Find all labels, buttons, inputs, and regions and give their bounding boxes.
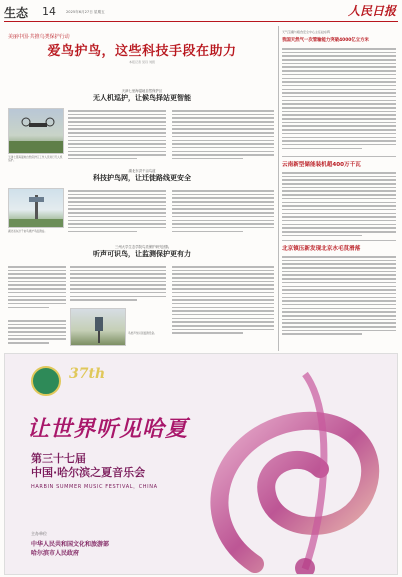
- story-1-body: [68, 110, 166, 162]
- organizer-label: 主办单位: [31, 531, 47, 536]
- right-article-2-title: 云南新型储能装机超400万千瓦: [282, 162, 361, 168]
- sound-sensor-photo: [70, 308, 126, 346]
- right-article-3-title: 北京镇压新发现北京水毛茛滑落: [282, 246, 361, 252]
- story-2-body-col2: [172, 190, 274, 234]
- story-1-title: 无人机巡护，让候鸟择站更智能: [93, 94, 191, 102]
- story-2: [8, 168, 276, 183]
- story-3-body: [8, 266, 66, 310]
- story-1: [8, 88, 276, 103]
- festival-name: 中国·哈尔滨之夏音乐会: [31, 466, 146, 479]
- page-number: 14: [42, 5, 56, 18]
- story-1-kicker: 天津七里海湿地自然保护区: [121, 89, 163, 93]
- feature-title: 爱鸟护鸟，这些科技手段在助力: [47, 44, 237, 59]
- right-divider-1: [282, 156, 396, 157]
- festival-emblem: [31, 366, 61, 396]
- sensor-icon: [71, 309, 126, 346]
- right-article-3-body: [282, 256, 396, 337]
- story-3-caption: 鸟类声纹识别监测设备。: [128, 332, 157, 335]
- story-2-body: [68, 190, 166, 234]
- anniversary-mark: 37th: [69, 366, 106, 382]
- right-divider-2: [282, 240, 396, 241]
- story-1-caption: 天津七里海湿地自然保护区工作人员进行无人机巡护。: [8, 156, 63, 163]
- right-article-1-body: [282, 48, 396, 151]
- column-divider: [278, 26, 279, 351]
- drone-icon: [9, 109, 64, 154]
- ad-slogan: 让世界听见哈夏: [27, 416, 189, 442]
- monitoring-tower-photo: [8, 188, 64, 228]
- story-2-title: 科技护鸟网，让迁徙路线更安全: [93, 174, 191, 182]
- story-3-title: 听声可识鸟，让监测保护更有力: [93, 250, 191, 258]
- issue-date: 2025年6月27日 星期五: [66, 10, 105, 14]
- organizer-2: 哈尔滨市人民政府: [31, 550, 80, 557]
- story-3-body-col1b: [8, 320, 66, 346]
- section-name: 生态: [4, 6, 29, 20]
- right-article-1-title: 我国天然气一次管输能力突破4000亿立方米: [282, 38, 369, 43]
- music-festival-ad: [4, 353, 398, 575]
- story-3-body-col3: [172, 266, 274, 336]
- organizer-1: 中华人民共和国文化和旅游部: [31, 541, 110, 548]
- right-article-1-kicker: 天气宝藏与粮食安全中心主任赵东辉: [282, 30, 331, 34]
- right-article-2-body: [282, 172, 396, 238]
- story-3: [8, 244, 276, 259]
- festival-name-en: HARBIN SUMMER MUSIC FESTIVAL，CHINA: [31, 484, 158, 490]
- story-3-kicker: 三州大学生态学院鸟类保护研究团队: [114, 245, 170, 249]
- story-2-kicker: 湖北东洪千亩鸟道: [128, 169, 156, 173]
- story-3-body-col2: [70, 266, 166, 303]
- paper-logo: 人民日报: [347, 4, 396, 18]
- story-1-body-col2: [172, 110, 274, 162]
- masthead-rule: [4, 21, 398, 22]
- festival-edition: 第三十七届: [31, 452, 86, 465]
- tower-icon: [9, 189, 64, 228]
- feature-byline: 本报记者 吴丹 刘毅: [129, 60, 155, 64]
- drone-photo: [8, 108, 64, 154]
- story-2-caption: 湖北省东洪千亩鸟道护鸟监测站。: [8, 230, 47, 233]
- feature-tagline: 美丽中国·共推乌类保护行动: [8, 34, 70, 40]
